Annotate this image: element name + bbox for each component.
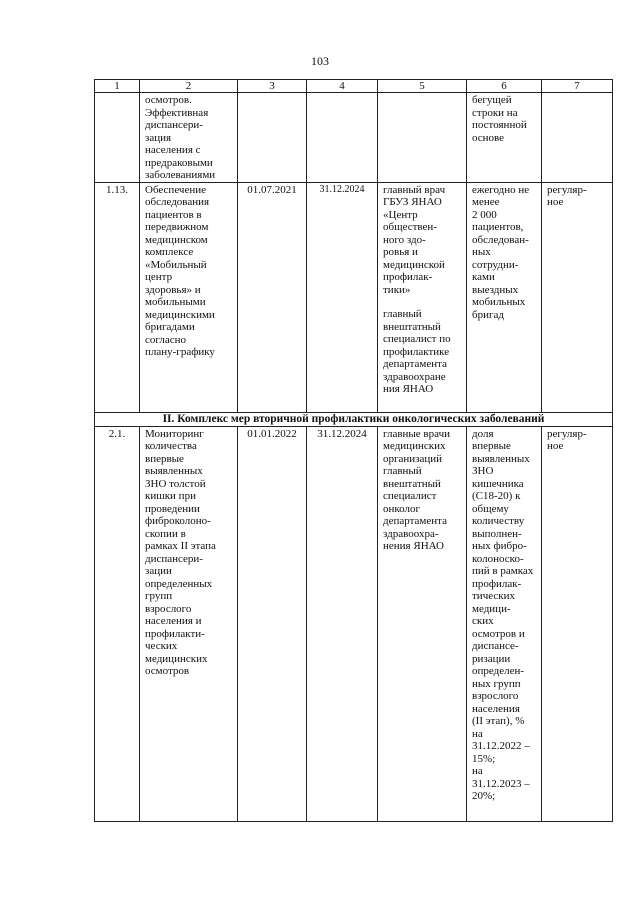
- table-row: [95, 182, 613, 412]
- table-header-row: [95, 80, 613, 93]
- table-row: [95, 93, 613, 183]
- frequency-cell: регуляр- ное: [542, 426, 613, 821]
- responsible-cell: [378, 93, 467, 183]
- header-cell: 5: [378, 80, 467, 93]
- table-row: [95, 426, 613, 821]
- responsible-cell: главные врачи медицинских организаций главный внештатный специалист онколог департамента здравоохра- нения ЯНАО: [378, 426, 467, 821]
- header-cell: 1: [95, 80, 140, 93]
- end-date-cell: [307, 93, 378, 183]
- row-number-cell: 1.13.: [95, 182, 140, 412]
- frequency-cell: регуляр- ное: [542, 182, 613, 412]
- end-date-cell: 31.12.2024: [307, 426, 378, 821]
- header-cell: 7: [542, 80, 613, 93]
- measure-cell: Обеспечение обследования пациентов в передвижном медицинском комплексе «Мобильный центр здоровья» и мобильными медицинскими бригадами согласно плану-графику: [140, 182, 238, 412]
- row-number-cell: [95, 93, 140, 183]
- header-cell: 2: [140, 80, 238, 93]
- indicator-cell: доля впервые выявленных ЗНО кишечника (С18-20) к общему количеству выполнен- ных фибро- колоноско- пий в рамках профилак- тических медици- ских осмотров и диспансе- ризации определен- ных групп взрослого населения (II этап), % на 31.12.2022 – 15%; на 31.12.2023 – 20%;: [467, 426, 542, 821]
- start-date-cell: [238, 93, 307, 183]
- row-number-cell: 2.1.: [95, 426, 140, 821]
- section-row: [95, 412, 613, 426]
- section-title: II. Комплекс мер вторичной профилактики онкологических заболеваний: [95, 412, 613, 426]
- header-cell: 3: [238, 80, 307, 93]
- end-date-cell: 31.12.2024: [307, 182, 378, 412]
- responsible-primary: главный врач ГБУЗ ЯНАО «Центр обществен- ного здо- ровья и медицинской профилак- тики»: [383, 183, 446, 296]
- frequency-cell: [542, 93, 613, 183]
- plan-table: [94, 79, 613, 822]
- header-cell: 4: [307, 80, 378, 93]
- page-number: 103: [311, 54, 329, 68]
- responsible-cell: [378, 182, 467, 412]
- measure-cell: осмотров. Эффективная диспансери- зация населения с предраковыми заболеваниями: [140, 93, 238, 183]
- start-date-cell: 01.07.2021: [238, 182, 307, 412]
- responsible-secondary: главный внештатный специалист по профилактике департамента здравоохране ния ЯНАО: [383, 308, 451, 395]
- measure-cell: Мониторинг количества впервые выявленных ЗНО толстой кишки при проведении фиброколоно- скопии в рамках II этапа диспансери- зации определенных групп взрослого населения и профилакти- ческих медицинских осмотров: [140, 426, 238, 821]
- indicator-cell: ежегодно не менее 2 000 пациентов, обследован- ных сотрудни- ками выездных мобильных бригад: [467, 182, 542, 412]
- indicator-cell: бегущей строки на постоянной основе: [467, 93, 542, 183]
- header-cell: 6: [467, 80, 542, 93]
- start-date-cell: 01.01.2022: [238, 426, 307, 821]
